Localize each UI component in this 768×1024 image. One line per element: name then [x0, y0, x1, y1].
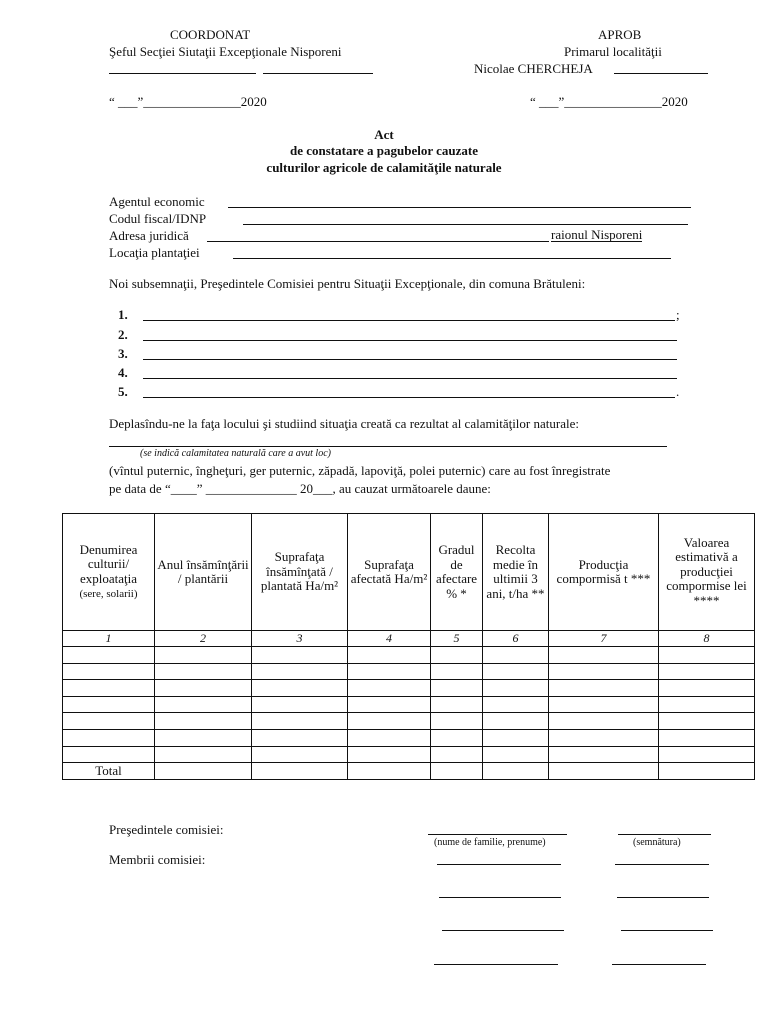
membru-name-line[interactable]: [437, 864, 561, 865]
deplasare-text: Deplasîndu-ne la faţa locului şi studiind situaţia creată ca rezultat al calamităţilor naturale:: [109, 416, 579, 431]
col-header-culture-hint: (sere, solarii): [79, 588, 138, 600]
cod-input[interactable]: [243, 224, 688, 225]
col-number: 5: [431, 631, 483, 647]
raion-text: raionul Nisporeni: [551, 227, 643, 242]
member-line-4[interactable]: [143, 378, 677, 379]
membru-name-line[interactable]: [434, 964, 558, 965]
membru-name-line[interactable]: [439, 897, 561, 898]
member-line-5[interactable]: [143, 397, 675, 398]
col-number: 1: [63, 631, 155, 647]
coordonat-title: COORDONAT: [170, 27, 251, 42]
locatia-label: Locaţia plantaţiei: [109, 245, 200, 260]
adresa-label: Adresa juridică: [109, 228, 189, 243]
member-number-3: 3.: [118, 346, 128, 361]
membru-signature-line[interactable]: [615, 864, 709, 865]
member-number-5: 5.: [118, 384, 128, 399]
table-row[interactable]: [63, 746, 755, 763]
member-end-5: .: [676, 384, 680, 399]
aprob-signature-line[interactable]: [614, 73, 708, 74]
membru-signature-line[interactable]: [621, 930, 713, 931]
table-row[interactable]: [63, 680, 755, 697]
coordonat-subtitle: Şeful Secţiei Siutaţii Excepţionale Nisporeni: [109, 44, 342, 59]
aprob-name: Nicolae CHERCHEJA: [474, 61, 593, 76]
col-header-avg-yield: Recolta medie în ultimii 3 ani, t/ha **: [483, 514, 549, 631]
member-number-4: 4.: [118, 365, 128, 380]
member-end-1: ;: [676, 307, 680, 322]
date-right[interactable]: “ ___”_______________2020: [530, 94, 688, 109]
col-header-sown-area: Suprafaţa însămînţată / plantată Ha/m²: [252, 514, 348, 631]
col-number: 4: [348, 631, 431, 647]
coordonat-signature-line[interactable]: [109, 73, 256, 74]
col-header-culture-text: Denumirea culturii/ exploataţia: [79, 541, 138, 586]
membru-name-line[interactable]: [442, 930, 564, 931]
presedinte-label: Preşedintele comisiei:: [109, 822, 224, 837]
table-row[interactable]: [63, 647, 755, 664]
table-row[interactable]: [63, 663, 755, 680]
data-text[interactable]: pe data de “____” ______________ 20___, au cauzat următoarele daune:: [109, 481, 491, 496]
member-number-1: 1.: [118, 307, 128, 322]
col-number: 3: [252, 631, 348, 647]
col-number: 2: [155, 631, 252, 647]
presedinte-name-line[interactable]: [428, 834, 567, 835]
member-number-2: 2.: [118, 327, 128, 342]
col-header-estimated-value: Valoarea estimativă a producţiei compormise lei ****: [659, 514, 755, 631]
col-number: 6: [483, 631, 549, 647]
col-number: 7: [549, 631, 659, 647]
vintul-text: (vîntul puternic, îngheţuri, ger puternic, zăpadă, lapoviţă, polei puternic) care au fost înregistrate: [109, 463, 611, 478]
calamitate-input[interactable]: [109, 446, 667, 447]
semnatura-hint: (semnătura): [633, 837, 681, 848]
coordonat-name-line[interactable]: [263, 73, 373, 74]
doc-title-line2: de constatare a pagubelor cauzate: [290, 143, 478, 158]
table-row[interactable]: [63, 713, 755, 730]
nume-hint: (nume de familie, prenume): [434, 837, 546, 848]
agent-input[interactable]: [228, 207, 691, 208]
membru-signature-line[interactable]: [612, 964, 706, 965]
intro-text: Noi subsemnaţii, Preşedintele Comisiei pentru Situaţii Excepţionale, din comuna Brătuleni:: [109, 276, 586, 291]
col-header-compromised-prod: Producţia compormisă t ***: [549, 514, 659, 631]
adresa-input[interactable]: [207, 241, 549, 242]
col-header-affected-area: Suprafaţa afectată Ha/m²: [348, 514, 431, 631]
member-line-3[interactable]: [143, 359, 677, 360]
locatia-input[interactable]: [233, 258, 671, 259]
agent-label: Agentul economic: [109, 194, 205, 209]
table-row[interactable]: [63, 729, 755, 746]
member-line-2[interactable]: [143, 340, 677, 341]
doc-title: Act: [374, 127, 394, 142]
membri-label: Membrii comisiei:: [109, 852, 206, 867]
col-header-damage-degree: Gradul de afectare % *: [431, 514, 483, 631]
membru-signature-line[interactable]: [617, 897, 709, 898]
member-line-1[interactable]: [143, 320, 675, 321]
col-header-year: Anul însămînţării / plantării: [155, 514, 252, 631]
col-header-culture: [63, 514, 155, 631]
aprob-subtitle: Primarul localităţii: [564, 44, 662, 59]
damage-table: [62, 513, 755, 780]
calamitate-note: (se indică calamitatea naturală care a avut loc): [140, 448, 331, 459]
table-row[interactable]: [63, 696, 755, 713]
cod-label: Codul fiscal/IDNP: [109, 211, 207, 226]
total-label: Total: [63, 763, 155, 780]
doc-title-line3: culturilor agricole de calamităţile naturale: [266, 160, 502, 175]
table-total-row[interactable]: [63, 763, 755, 780]
presedinte-signature-line[interactable]: [618, 834, 711, 835]
date-left[interactable]: “ ___”_______________2020: [109, 94, 267, 109]
aprob-title: APROB: [598, 27, 642, 42]
col-number: 8: [659, 631, 755, 647]
